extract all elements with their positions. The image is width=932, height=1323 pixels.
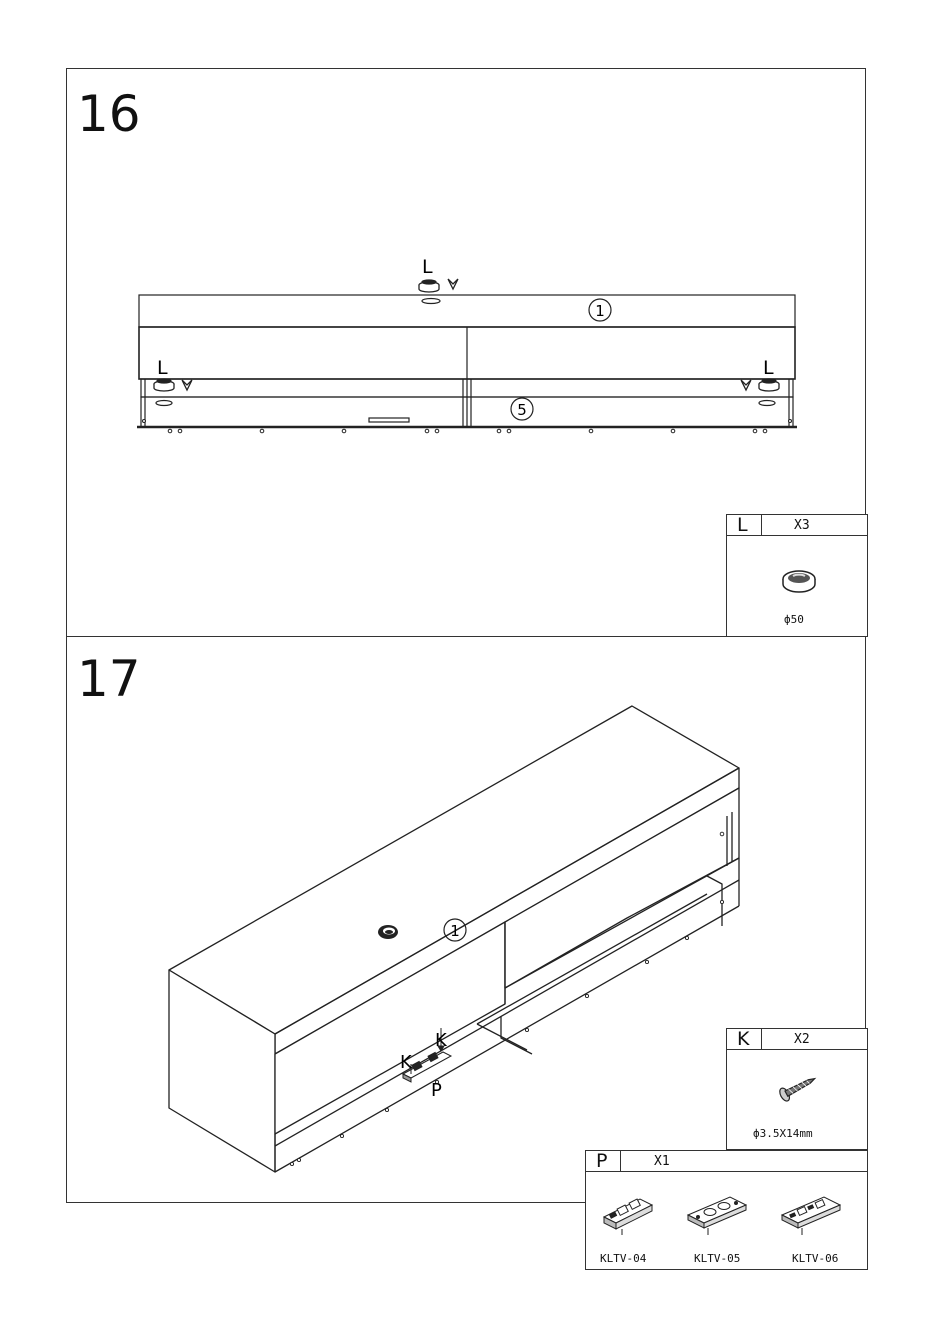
part-quantity: X1 [654,1154,670,1169]
top-panel-1 [139,295,795,327]
part-quantity: X2 [794,1032,810,1047]
part-letter: K [737,1028,750,1050]
part-letter: L [737,514,748,536]
instruction-page [66,68,866,1265]
callout-l: L [763,357,774,379]
socket-module-04-icon [600,1193,660,1237]
svg-text:1: 1 [595,302,605,320]
socket-module-05-icon [684,1193,754,1237]
callout-l: L [157,357,168,379]
part-model-label: KLTV-06 [792,1252,839,1265]
part-size: ф50 [784,613,804,626]
svg-text:5: 5 [517,401,527,419]
callout-k: K [435,1030,447,1051]
socket-module-06-icon [778,1193,848,1237]
screw-icon [775,1073,819,1103]
part-letter: P [596,1150,608,1172]
grommet-icon [779,567,819,595]
part-model-label: KLTV-04 [600,1252,647,1265]
part-size: ф3.5X14mm [753,1127,813,1140]
callout-k: K [400,1052,412,1073]
svg-text:1: 1 [450,922,460,940]
step-number: 17 [77,650,141,708]
part-quantity: X3 [794,518,810,533]
grommet-icon [741,379,779,391]
part-number-1 [589,299,611,321]
step-17-panel [67,636,865,1265]
step-16-panel [67,69,865,637]
part-number-5 [511,398,533,420]
part-model-label: KLTV-05 [694,1252,741,1265]
grommet-icon [419,279,458,292]
parts-box-l [726,514,868,637]
parts-box-k [726,1028,868,1150]
step-number: 16 [77,85,141,143]
grommet-icon [154,379,192,391]
callout-l: L [422,256,433,278]
grommet-icon [378,925,398,939]
parts-box-p [585,1150,868,1270]
callout-p: P [431,1080,442,1101]
